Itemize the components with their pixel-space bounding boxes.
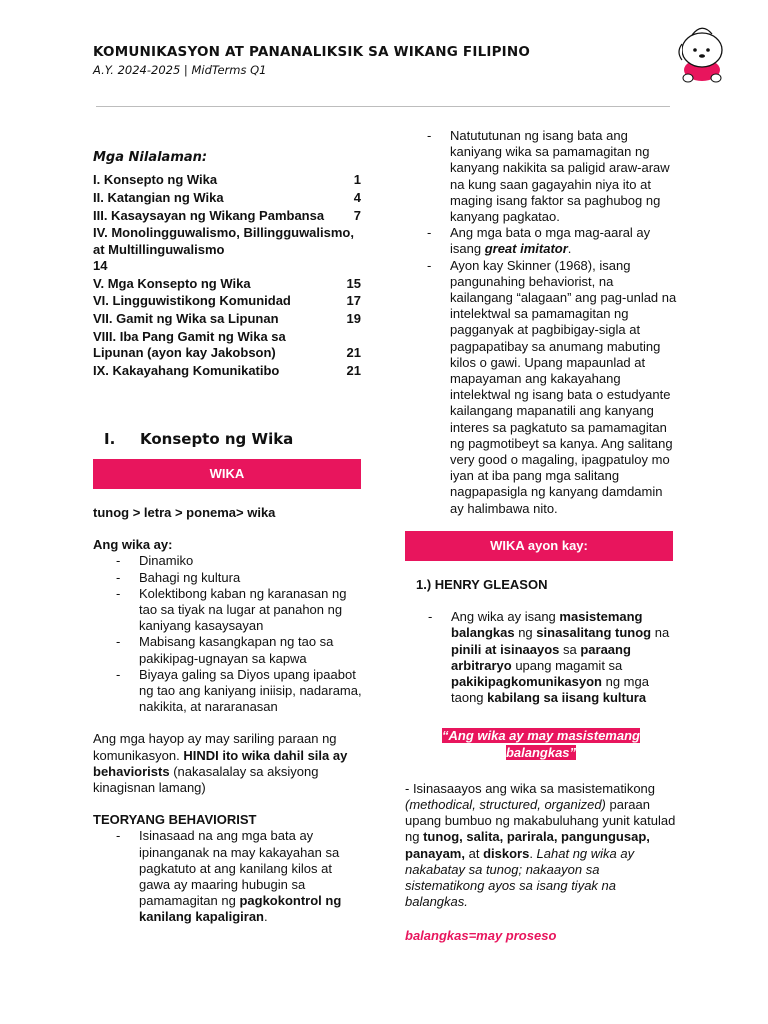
highlighted-quote: “Ang wika ay may masistemang balangkas” xyxy=(442,728,640,760)
toc-item[interactable] xyxy=(93,190,361,206)
list-item: - Natututunan ng isang bata ang kaniyang wika sa pamamagitan ng kanyang nakikita sa paligid araw-araw na kung saan gagayahin niya ito at maging isang faktor sa paghubog ng kanyang pagkatao. xyxy=(404,128,677,225)
bold-run: pakikipagkomunikasyon xyxy=(451,674,602,690)
left-column xyxy=(93,505,363,926)
text-run: ng xyxy=(514,625,537,641)
table-of-contents xyxy=(93,172,361,381)
bold-run: pagkokontrol ng kanilang kapaligiran xyxy=(139,893,342,925)
text-run: . xyxy=(264,909,268,925)
wika-ayon-banner: WIKA ayon kay: xyxy=(405,531,673,561)
list-item: - Bahagi ng kultura xyxy=(93,570,363,586)
gleason-heading: 1.) HENRY GLEASON xyxy=(416,577,548,592)
toc-item[interactable] xyxy=(93,276,361,292)
bold-run: kabilang sa iisang kultura xyxy=(487,690,647,706)
toc-item-page: 17 xyxy=(346,293,361,309)
gleason-list xyxy=(405,609,677,706)
toc-item-label: VI. Lingguwistikong Komunidad xyxy=(93,293,291,309)
bold-run: masistemang balangkas xyxy=(451,609,643,641)
document-subtitle: A.Y. 2024-2025 | MidTerms Q1 xyxy=(93,63,267,77)
mascot-icon xyxy=(672,22,732,84)
italic-run: Lahat ng wika ay nakabatay sa tunog; nakaayon sa sistematikong ayos sa isang tiyak na balangkas. xyxy=(405,845,635,910)
toc-item-page: 21 xyxy=(346,362,361,378)
list-item xyxy=(405,609,677,706)
list-item: - Mabisang kasangkapan ng tao sa pakikipag-ugnayan sa kapwa xyxy=(93,634,363,666)
text-run: upang magamit sa xyxy=(511,657,623,673)
text-run: . xyxy=(529,845,537,861)
gleason-section xyxy=(405,577,677,945)
section-title: Konsepto ng Wika xyxy=(140,430,294,448)
systematic-paragraph xyxy=(405,781,677,911)
document-title: KOMUNIKASYON AT PANANALIKSIK SA WIKANG FILIPINO xyxy=(93,44,531,60)
toc-heading: Mga Nilalaman: xyxy=(93,150,208,165)
sound-chain: tunog > letra > ponema> wika xyxy=(93,505,276,520)
behaviorist-heading: TEORYANG BEHAVIORIST xyxy=(93,812,257,828)
bold-run: diskors xyxy=(483,845,530,861)
text-run: paraan upang bumbuo ng makabuluhang yunit katulad ng xyxy=(405,797,676,845)
toc-item-label: II. Katangian ng Wika xyxy=(93,189,224,205)
toc-item-page: 21 xyxy=(346,345,361,361)
toc-item-page: 19 xyxy=(346,311,361,327)
toc-item[interactable] xyxy=(93,363,361,379)
list-item xyxy=(404,225,677,257)
toc-item-page: 14 xyxy=(93,257,108,273)
bold-italic-run: great imitator xyxy=(484,241,568,257)
header-divider xyxy=(96,106,670,107)
toc-item-page: 7 xyxy=(353,207,361,223)
quote-highlight xyxy=(405,728,677,760)
list-item: - Ayon kay Skinner (1968), isang pangunahing behaviorist, na kailangang “alagaan” ang pag-unlad na intelektwal sa pamamagitan ng pagganyak at pagbibigay-sigla at pagpapatibay sa anumang mabuting kilos o gawi. Upang mapaunlad at mapayaman ang kakayahang intelektwal ng isang bata o estudyante kailangang mapanatili ang kanyang interes sa pagkatuto sa pamamagitan ng pagmotibeyt sa kanya. Ang salitang very good o magaling, ipagpatuloy mo iyan at iba pang mga salitang nagpapasigla ng kanyang damdamin ay halimbawa nito. xyxy=(404,258,677,517)
toc-item[interactable] xyxy=(93,172,361,188)
text-run: Ang mga hayop ay may sariling paraan ng komunikasyon. xyxy=(93,731,337,763)
text-run: Ang mga bata o mga mag-aaral ay isang xyxy=(450,225,651,257)
list-item: - Kolektibong kaban ng karanasan ng tao sa tiyak na lugar at panahon ng kaniyang kasaysayan xyxy=(93,586,363,635)
list-item: - Dinamiko xyxy=(93,553,363,569)
toc-item-label: V. Mga Konsepto ng Wika xyxy=(93,275,251,291)
text-run: at xyxy=(464,845,484,861)
toc-item-label: VII. Gamit ng Wika sa Lipunan xyxy=(93,311,279,327)
text-run: na xyxy=(651,625,670,641)
toc-item-page: 15 xyxy=(346,275,361,291)
text-run: - Isinasaayos ang wika sa masistematikong xyxy=(405,780,656,796)
toc-item-label: VIII. Iba Pang Gamit ng Wika sa Lipunan (ayon kay Jakobson) xyxy=(93,328,286,361)
toc-item-page: 4 xyxy=(353,189,361,205)
section-number: I. xyxy=(104,430,116,448)
behaviorist-continued-list xyxy=(404,128,677,517)
ang-wika-heading: Ang wika ay: xyxy=(93,537,173,553)
right-column xyxy=(405,128,677,517)
section-heading xyxy=(104,430,293,448)
text-run: . xyxy=(567,241,572,257)
ang-wika-list xyxy=(93,553,363,715)
toc-item-label: IX. Kakayahang Komunikatibo xyxy=(93,362,280,378)
animals-paragraph xyxy=(93,731,363,796)
toc-item-label: IV. Monolingguwalismo, Billingguwalismo, at Multillinguwalismo xyxy=(93,225,354,257)
italic-run: (methodical, structured, organized) xyxy=(405,797,606,813)
balangkas-note: balangkas=may proseso xyxy=(405,928,557,944)
bold-run: sinasalitang tunog xyxy=(536,625,652,641)
bold-run: pinili at isinaayos xyxy=(451,641,560,657)
toc-item[interactable] xyxy=(93,293,361,309)
bold-run: paraang arbitraryo xyxy=(451,641,631,673)
list-item: - Biyaya galing sa Diyos upang ipaabot ng tao ang kaniyang iniisip, nadarama, nakikita, at nararanasan xyxy=(93,667,363,716)
wika-banner: WIKA xyxy=(93,459,361,489)
text-run: sa xyxy=(559,641,581,657)
toc-item[interactable] xyxy=(93,329,361,361)
bold-run: HINDI ito wika dahil sila ay behaviorists xyxy=(93,747,348,779)
toc-item-label: I. Konsepto ng Wika xyxy=(93,172,218,187)
behaviorist-list xyxy=(93,828,363,925)
list-item xyxy=(93,828,363,925)
toc-item[interactable] xyxy=(93,208,361,224)
text-run: Isinasaad na ang mga bata ay ipinanganak na may kakayahan sa pagkatuto at ang kanilang kilos at gawa ay maaring hubugin sa pamamagitan ng xyxy=(139,828,340,909)
toc-item-label: III. Kasaysayan ng Wikang Pambansa xyxy=(93,207,325,223)
toc-item-page: 1 xyxy=(353,172,361,187)
text-run: (nakasalalay sa aksiyong kinagisnan lamang) xyxy=(93,763,319,796)
bold-run: tunog, salita, parirala, pangungusap, panayam, xyxy=(405,829,650,861)
toc-item[interactable] xyxy=(93,225,361,274)
text-run: ng mga taong xyxy=(451,674,649,706)
text-run: Ang wika ay isang xyxy=(451,609,560,625)
toc-item[interactable] xyxy=(93,311,361,327)
